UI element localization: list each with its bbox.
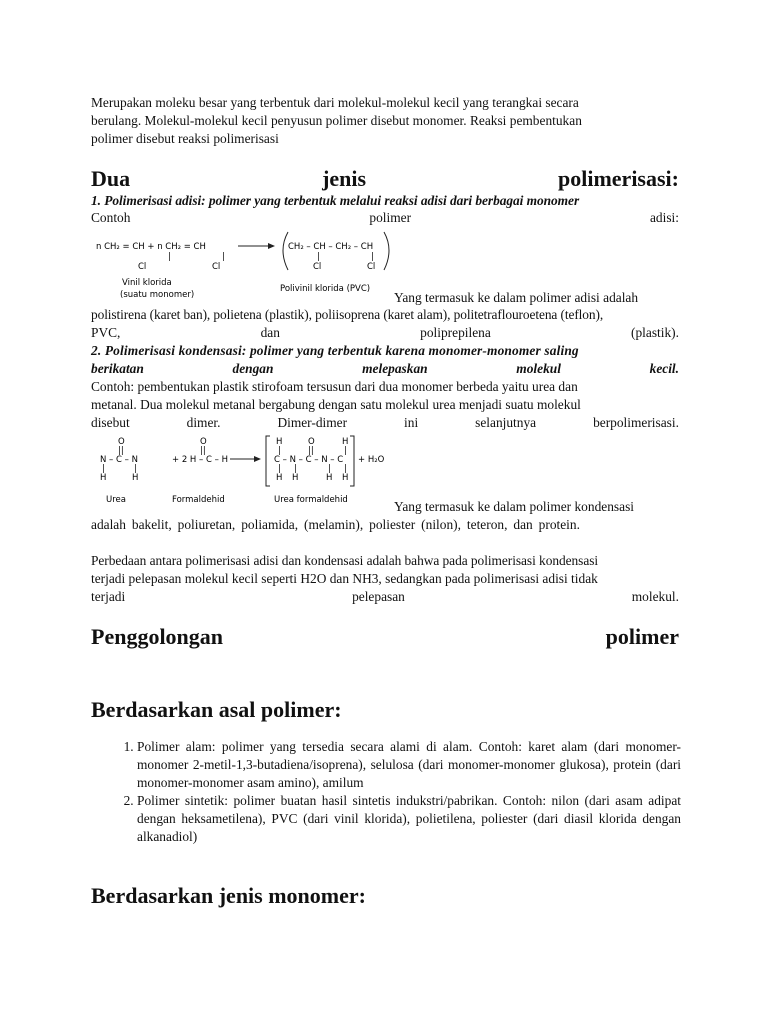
subheading-kondensasi-line2	[91, 360, 679, 378]
word: molekul	[516, 361, 561, 376]
arrow-head	[268, 243, 275, 249]
heading-word: polimer	[605, 624, 679, 649]
o-atom: O	[118, 437, 125, 447]
ordered-list	[91, 738, 681, 846]
heading-berdasarkan-jenis-monomer: Berdasarkan jenis monomer:	[91, 883, 366, 908]
bond-line: |	[102, 464, 105, 474]
reactants-formula: n CH₂ = CH + n CH₂ = CH	[96, 242, 206, 252]
formaldehid-formula: + 2 H – C – H	[172, 455, 228, 465]
heading-word: Dua	[91, 166, 131, 191]
urea-formula: N – C – N	[100, 455, 138, 465]
word: dengan	[232, 361, 274, 376]
o-atom: O	[308, 437, 315, 447]
bond-line: |	[222, 252, 225, 262]
heading-word: polimerisasi:	[558, 166, 679, 191]
adisi-examples-line: polistirena (karet ban), polietena (plastik), poliisoprena (karet alam), politetraflouroetena (teflon),	[91, 307, 604, 322]
word: berpolimerisasi.	[593, 415, 679, 430]
perbedaan-paragraph	[91, 552, 681, 606]
heading-berdasarkan-asal-polimer: Berdasarkan asal polimer:	[91, 697, 342, 722]
word: PVC,	[91, 325, 121, 340]
intro-paragraph	[91, 94, 681, 148]
cl-atom: Cl	[138, 262, 147, 272]
list-item: 2. Polimer sintetik: polimer buatan hasil sintetis indukstri/pabrikan. Contoh: nilon (dari asam adipat dengan heksametilena), PVC (dari vinil klorida), polietilena, poliester (dari diasil klorida dengan alkanadiol)	[137, 792, 681, 846]
pvc-reaction-diagram	[92, 228, 392, 304]
word: selanjutnya	[475, 415, 537, 430]
list-asal-polimer	[91, 738, 681, 846]
double-bond: ||	[308, 446, 314, 456]
h-atom: H	[276, 437, 283, 447]
intro-line: berulang. Molekul-molekul kecil penyusun polimer disebut monomer. Reaksi pembentukan	[91, 113, 582, 128]
bond-line: |	[294, 464, 297, 474]
subheading-kondensasi: 2. Polimerisasi kondensasi: polimer yang terbentuk karena monomer-monomer saling	[91, 343, 579, 358]
body-line: metanal. Dua molekul metanal bergabung dengan satu molekul urea menjadi suatu molekul	[91, 397, 581, 412]
kondensasi-examples-line: adalah bakelit, poliuretan, poliamida, (melamin), poliester (nilon), teteron, dan protein.	[91, 517, 580, 532]
body-line: terjadi pelepasan molekul kecil seperti H2O dan NH3, sedangkan pada polimerisasi adisi tidak	[91, 571, 598, 586]
intro-line: Merupakan moleku besar yang terbentuk dari molekul-molekul kecil yang terangkai secara	[91, 95, 579, 110]
word: melepaskan	[362, 361, 428, 376]
word: disebut	[91, 415, 130, 430]
h-atom: H	[342, 473, 349, 483]
arrow-head	[254, 456, 261, 462]
bond-line: |	[371, 252, 374, 262]
intro-line: polimer disebut reaksi polimerisasi	[91, 131, 279, 146]
bond-line: |	[278, 464, 281, 474]
bond-line: |	[344, 464, 347, 474]
word: berikatan	[91, 361, 144, 376]
word: molekul.	[631, 589, 679, 604]
bond-line: |	[278, 446, 281, 456]
urea-formaldehid-diagram	[92, 434, 392, 510]
bracket-left	[266, 436, 270, 486]
heading-word: Penggolongan	[91, 624, 224, 649]
label-urea: Urea	[106, 495, 126, 505]
label-suatu-monomer: (suatu monomer)	[120, 290, 195, 300]
h-atom: H	[276, 473, 283, 483]
body-line	[91, 588, 679, 606]
word: kecil.	[649, 361, 679, 376]
h-atom: H	[342, 437, 349, 447]
cl-atom: Cl	[367, 262, 376, 272]
bond-line: |	[317, 252, 320, 262]
word: poliprepilena	[420, 325, 491, 340]
h-atom: H	[326, 473, 333, 483]
label-formaldehid: Formaldehid	[172, 495, 225, 505]
word: (plastik).	[631, 325, 679, 340]
kondensasi-body	[91, 378, 681, 432]
bracket-right	[384, 232, 389, 270]
word: ini	[404, 415, 419, 430]
h-atom: H	[100, 473, 107, 483]
contoh-adisi-line	[91, 209, 679, 227]
label-urea-formaldehid: Urea formaldehid	[274, 495, 348, 505]
h-atom: H	[132, 473, 139, 483]
double-bond: ||	[200, 446, 206, 456]
product-formula: C – N – C – N – C	[274, 455, 344, 465]
word: Dimer-dimer	[277, 415, 348, 430]
pvc-chain: CH₂ – CH – CH₂ – CH	[288, 242, 374, 252]
list-item: 1. Polimer alam: polimer yang tersedia secara alami di alam. Contoh: karet alam (dari monomer-monomer 2-metil-1,3-butadiena/isoprena), selulosa (dari monomer-monomer glukosa), protein (dari monomer-monomer asam amino), amilum	[137, 738, 681, 792]
o-atom: O	[200, 437, 207, 447]
h-atom: H	[292, 473, 299, 483]
subheading-adisi: 1. Polimerisasi adisi: polimer yang terbentuk melalui reaksi adisi dari berbagai monomer	[91, 193, 580, 208]
label-pvc: Polivinil klorida (PVC)	[280, 284, 371, 294]
body-line: Perbedaan antara polimerisasi adisi dan kondensasi adalah bahwa pada polimerisasi kondensasi	[91, 553, 599, 568]
heading-dua-jenis-polimerisasi	[91, 166, 679, 192]
cl-atom: Cl	[212, 262, 221, 272]
body-line	[91, 414, 679, 432]
word: pelepasan	[352, 589, 405, 604]
kondensasi-examples-first: Yang termasuk ke dalam polimer kondensasi	[394, 499, 634, 514]
heading-penggolongan-polimer	[91, 624, 679, 650]
bracket-right	[350, 436, 354, 486]
adisi-examples-line	[91, 324, 679, 342]
bond-line: |	[344, 446, 347, 456]
word: adisi:	[649, 210, 679, 225]
word: Contoh	[91, 210, 131, 225]
body-line: Contoh: pembentukan plastik stirofoam tersusun dari dua monomer berbeda yaitu urea dan	[91, 379, 578, 394]
cl-atom: Cl	[313, 262, 322, 272]
word: dimer.	[186, 415, 221, 430]
water-formula: + H₂O	[358, 455, 385, 465]
word: terjadi	[91, 589, 126, 604]
word: dan	[260, 325, 280, 340]
bond-line: |	[328, 464, 331, 474]
word: polimer	[369, 210, 412, 225]
heading-word: jenis	[322, 166, 367, 191]
label-vinil-klorida: Vinil klorida	[122, 278, 172, 288]
adisi-examples-first: Yang termasuk ke dalam polimer adisi adalah	[394, 290, 639, 305]
bond-line: |	[168, 252, 171, 262]
bond-line: |	[134, 464, 137, 474]
double-bond: ||	[118, 446, 124, 456]
